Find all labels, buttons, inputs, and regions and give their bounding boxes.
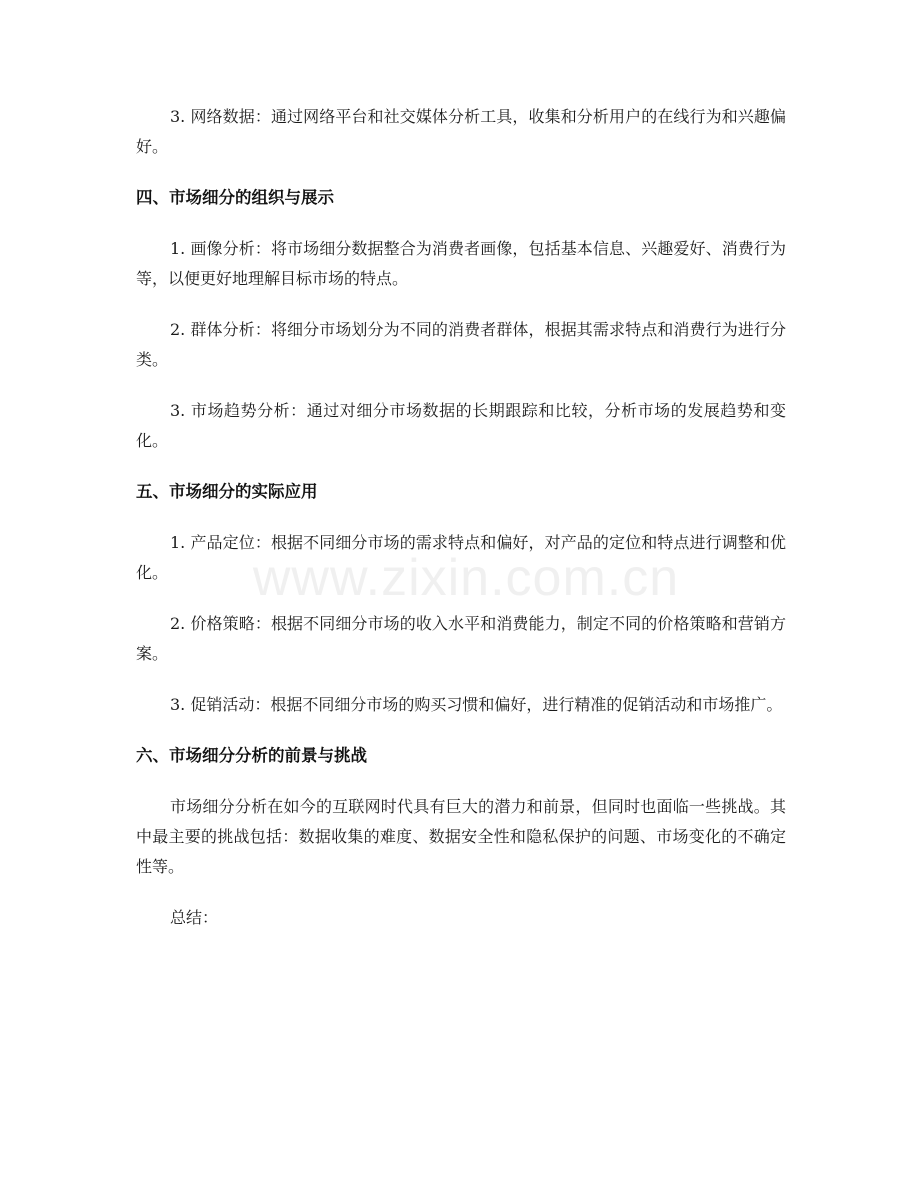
paragraph-persona-analysis: 1. 画像分析：将市场细分数据整合为消费者画像，包括基本信息、兴趣爱好、消费行为等，以便更好地理解目标市场的特点。 (136, 239, 786, 288)
paragraph-prospects: 市场细分分析在如今的互联网时代具有巨大的潜力和前景，但同时也面临一些挑战。其中最主要的挑战包括：数据收集的难度、数据安全性和隐私保护的问题、市场变化的不确定性等。 (136, 797, 786, 876)
paragraph-group-analysis: 2. 群体分析：将细分市场划分为不同的消费者群体，根据其需求特点和消费行为进行分类。 (136, 320, 786, 369)
section-heading-organization: 四、市场细分的组织与展示 (136, 188, 334, 207)
section-heading-application: 五、市场细分的实际应用 (136, 482, 318, 501)
watermark: www.zixin.com.cn (252, 549, 680, 607)
paragraph-pricing-strategy: 2. 价格策略：根据不同细分市场的收入水平和消费能力，制定不同的价格策略和营销方案。 (136, 614, 786, 663)
paragraph-network-data: 3. 网络数据：通过网络平台和社交媒体分析工具，收集和分析用户的在线行为和兴趣偏好。 (136, 107, 786, 156)
paragraph-promotion: 3. 促销活动：根据不同细分市场的购买习惯和偏好，进行精准的促销活动和市场推广。 (170, 695, 783, 714)
section-heading-prospects: 六、市场细分分析的前景与挑战 (136, 746, 367, 765)
paragraph-summary-label: 总结： (170, 908, 219, 927)
document-body (136, 102, 786, 954)
paragraph-product-positioning: 1. 产品定位：根据不同细分市场的需求特点和偏好，对产品的定位和特点进行调整和优化。 (136, 533, 786, 582)
paragraph-trend-analysis: 3. 市场趋势分析：通过对细分市场数据的长期跟踪和比较，分析市场的发展趋势和变化。 (136, 401, 786, 450)
